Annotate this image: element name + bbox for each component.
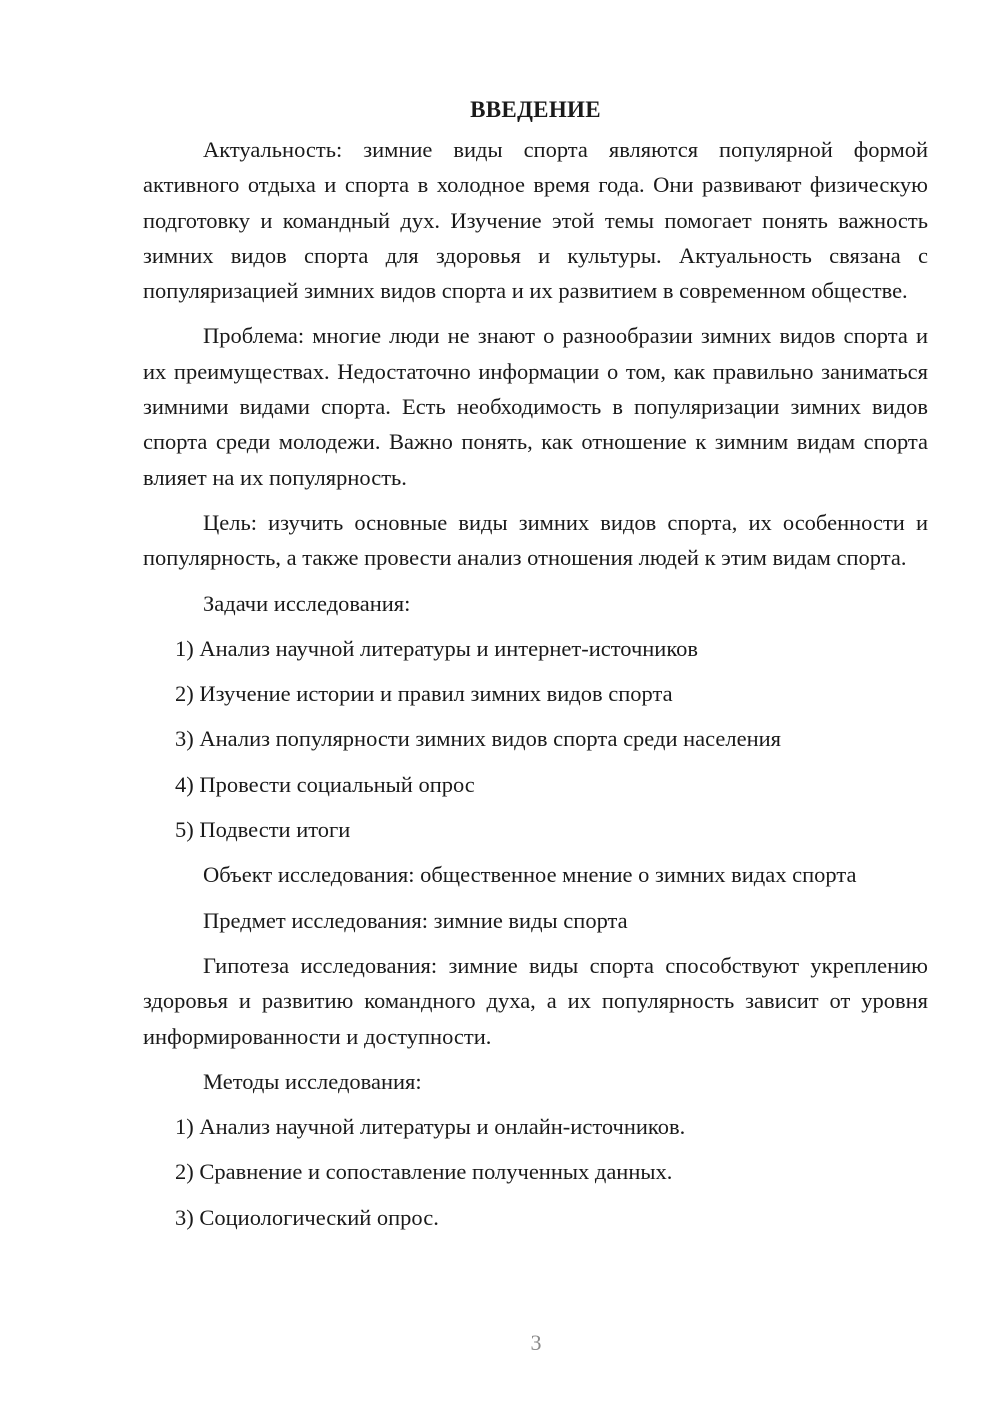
list-item: 3) Социологический опрос. bbox=[175, 1204, 439, 1230]
list-item: 2) Сравнение и сопоставление полученных данных. bbox=[175, 1159, 673, 1185]
list-item: 1) Анализ научной литературы и интернет-источников bbox=[175, 635, 699, 661]
relevance-paragraph: Актуальность: зимние виды спорта являются популярной формой активного отдыха и спорта в холодное время года. Они развивают физическую подготовку и командный дух. Изучение этой темы помогает понять важность зимних видов спорта для здоровья и культуры. Актуальность связана с популяризацией зимних видов спорта и их развитием в современном обществе. bbox=[143, 137, 928, 304]
page-number: 3 bbox=[530, 1330, 542, 1355]
list-item: 5) Подвести итоги bbox=[175, 817, 351, 843]
list-item: 4) Провести социальный опрос bbox=[175, 771, 475, 797]
document-page bbox=[143, 92, 928, 1245]
hypothesis-paragraph: Гипотеза исследования: зимние виды спорта способствуют укреплению здоровья и развитию командного духа, а их популярность зависит от уровня информированности и доступности. bbox=[143, 952, 928, 1049]
tasks-heading: Задачи исследования: bbox=[203, 590, 411, 616]
problem-paragraph: Проблема: многие люди не знают о разнообразии зимних видов спорта и их преимуществах. Недостаточно информации о том, как правильно заниматься зимними видами спорта. Есть необходимость в популяризации зимних видов спорта среди молодежи. Важно понять, как отношение к зимним видам спорта влияет на их популярность. bbox=[143, 323, 928, 490]
list-item: 1) Анализ научной литературы и онлайн-источников. bbox=[175, 1114, 686, 1140]
object-line: Объект исследования: общественное мнение о зимних видах спорта bbox=[203, 862, 857, 888]
tasks-list bbox=[143, 631, 928, 847]
list-item: 3) Анализ популярности зимних видов спорта среди населения bbox=[175, 726, 782, 752]
goal-paragraph: Цель: изучить основные виды зимних видов спорта, их особенности и популярность, а также провести анализ отношения людей к этим видам спорта. bbox=[143, 509, 928, 571]
methods-list bbox=[143, 1109, 928, 1235]
page-title: ВВЕДЕНИЕ bbox=[470, 97, 601, 122]
methods-heading: Методы исследования: bbox=[203, 1068, 422, 1094]
subject-line: Предмет исследования: зимние виды спорта bbox=[203, 907, 628, 933]
list-item: 2) Изучение истории и правил зимних видов спорта bbox=[175, 681, 673, 707]
